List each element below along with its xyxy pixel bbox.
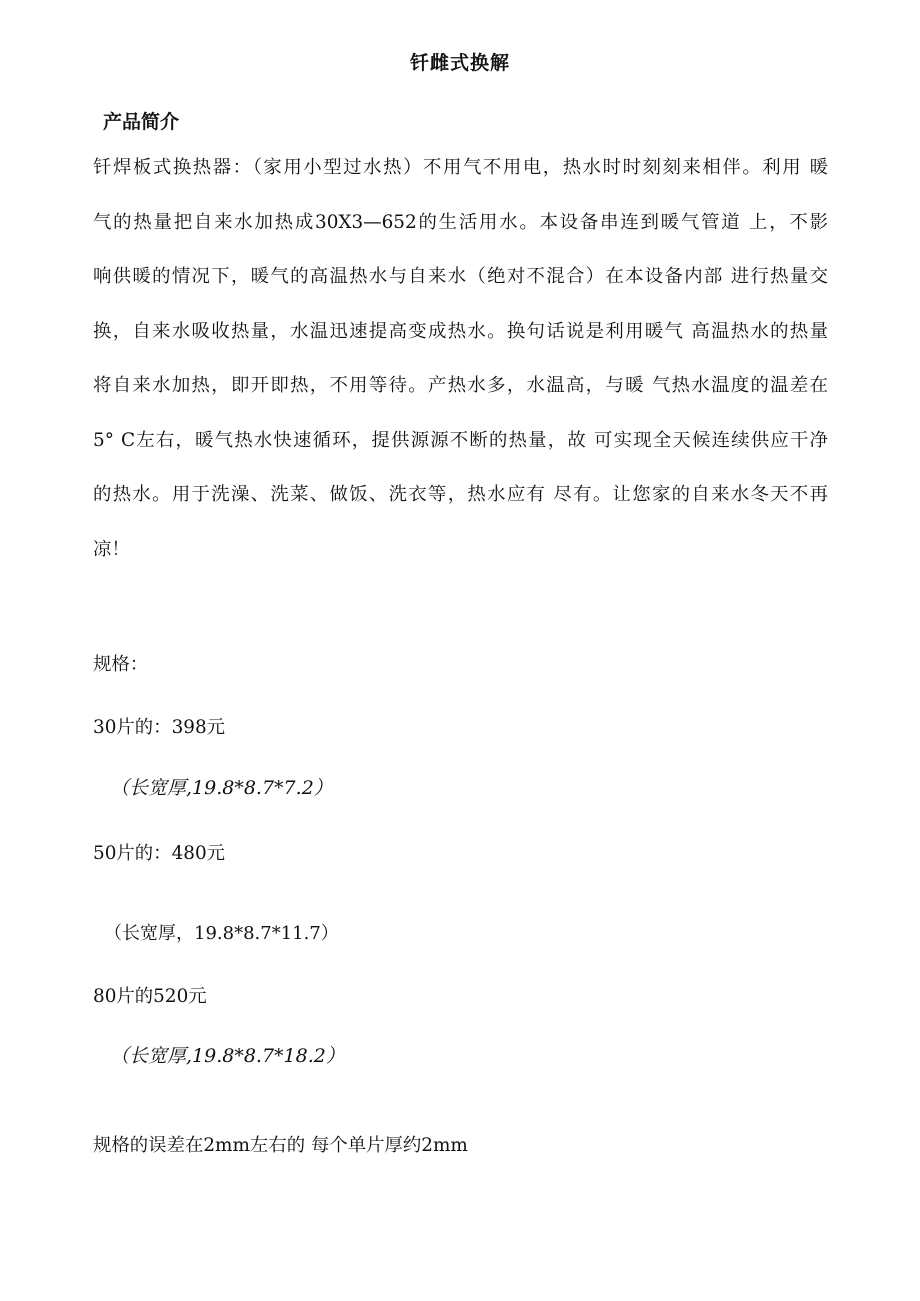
document-title: 钎雌式换解 [409, 52, 510, 74]
intro-line: 换，自来水吸收热量，水温迅速提高变成热水。换句话说是利用暖气 高温热水的热量 [93, 320, 828, 342]
intro-line: 的热水。用于洗澡、洗菜、做饭、洗衣等，热水应有 尽有。让您家的自来水冬天不再 [93, 484, 828, 505]
intro-line: 响供暖的情况下，暖气的高温热水与自来水（绝对不混合）在本设备内部 进行热量交 [93, 266, 828, 287]
section-heading-product-intro: 产品简介 [103, 111, 180, 133]
spec-50-plates-dimensions: （长宽厚，19.8*8.7*11.7） [104, 923, 339, 944]
intro-line: 将自来水加热，即开即热，不用等待。产热水多，水温高，与暖 气热水温度的温差在 [93, 375, 828, 396]
spec-30-plates-price: 30片的：398元 [93, 717, 226, 738]
product-intro-paragraph [93, 152, 828, 588]
spec-30-plates-dimensions: （长宽厚,19.8*8.7*7.2） [110, 777, 333, 799]
spec-80-plates-price: 80片的520元 [93, 986, 207, 1007]
spec-tolerance-note: 规格的误差在2mm左右的 每个单片厚约2mm [93, 1135, 468, 1156]
intro-line: 5° C左右，暖气热水快速循环，提供源源不断的热量，故 可实现全天候连续供应干净 [93, 429, 828, 451]
intro-line: 钎焊板式换热器：（家用小型过水热）不用气不用电，热水时时刻刻来相伴。利用 暖 [93, 157, 828, 178]
intro-line: 凉！ [93, 538, 130, 560]
intro-line: 气的热量把自来水加热成30X3—652的生活用水。本设备串连到暖气管道 上，不影 [93, 211, 828, 233]
spec-heading: 规格： [93, 654, 149, 675]
spec-80-plates-dimensions: （长宽厚,19.8*8.7*18.2） [110, 1045, 345, 1067]
spec-50-plates-price: 50片的：480元 [93, 843, 226, 864]
